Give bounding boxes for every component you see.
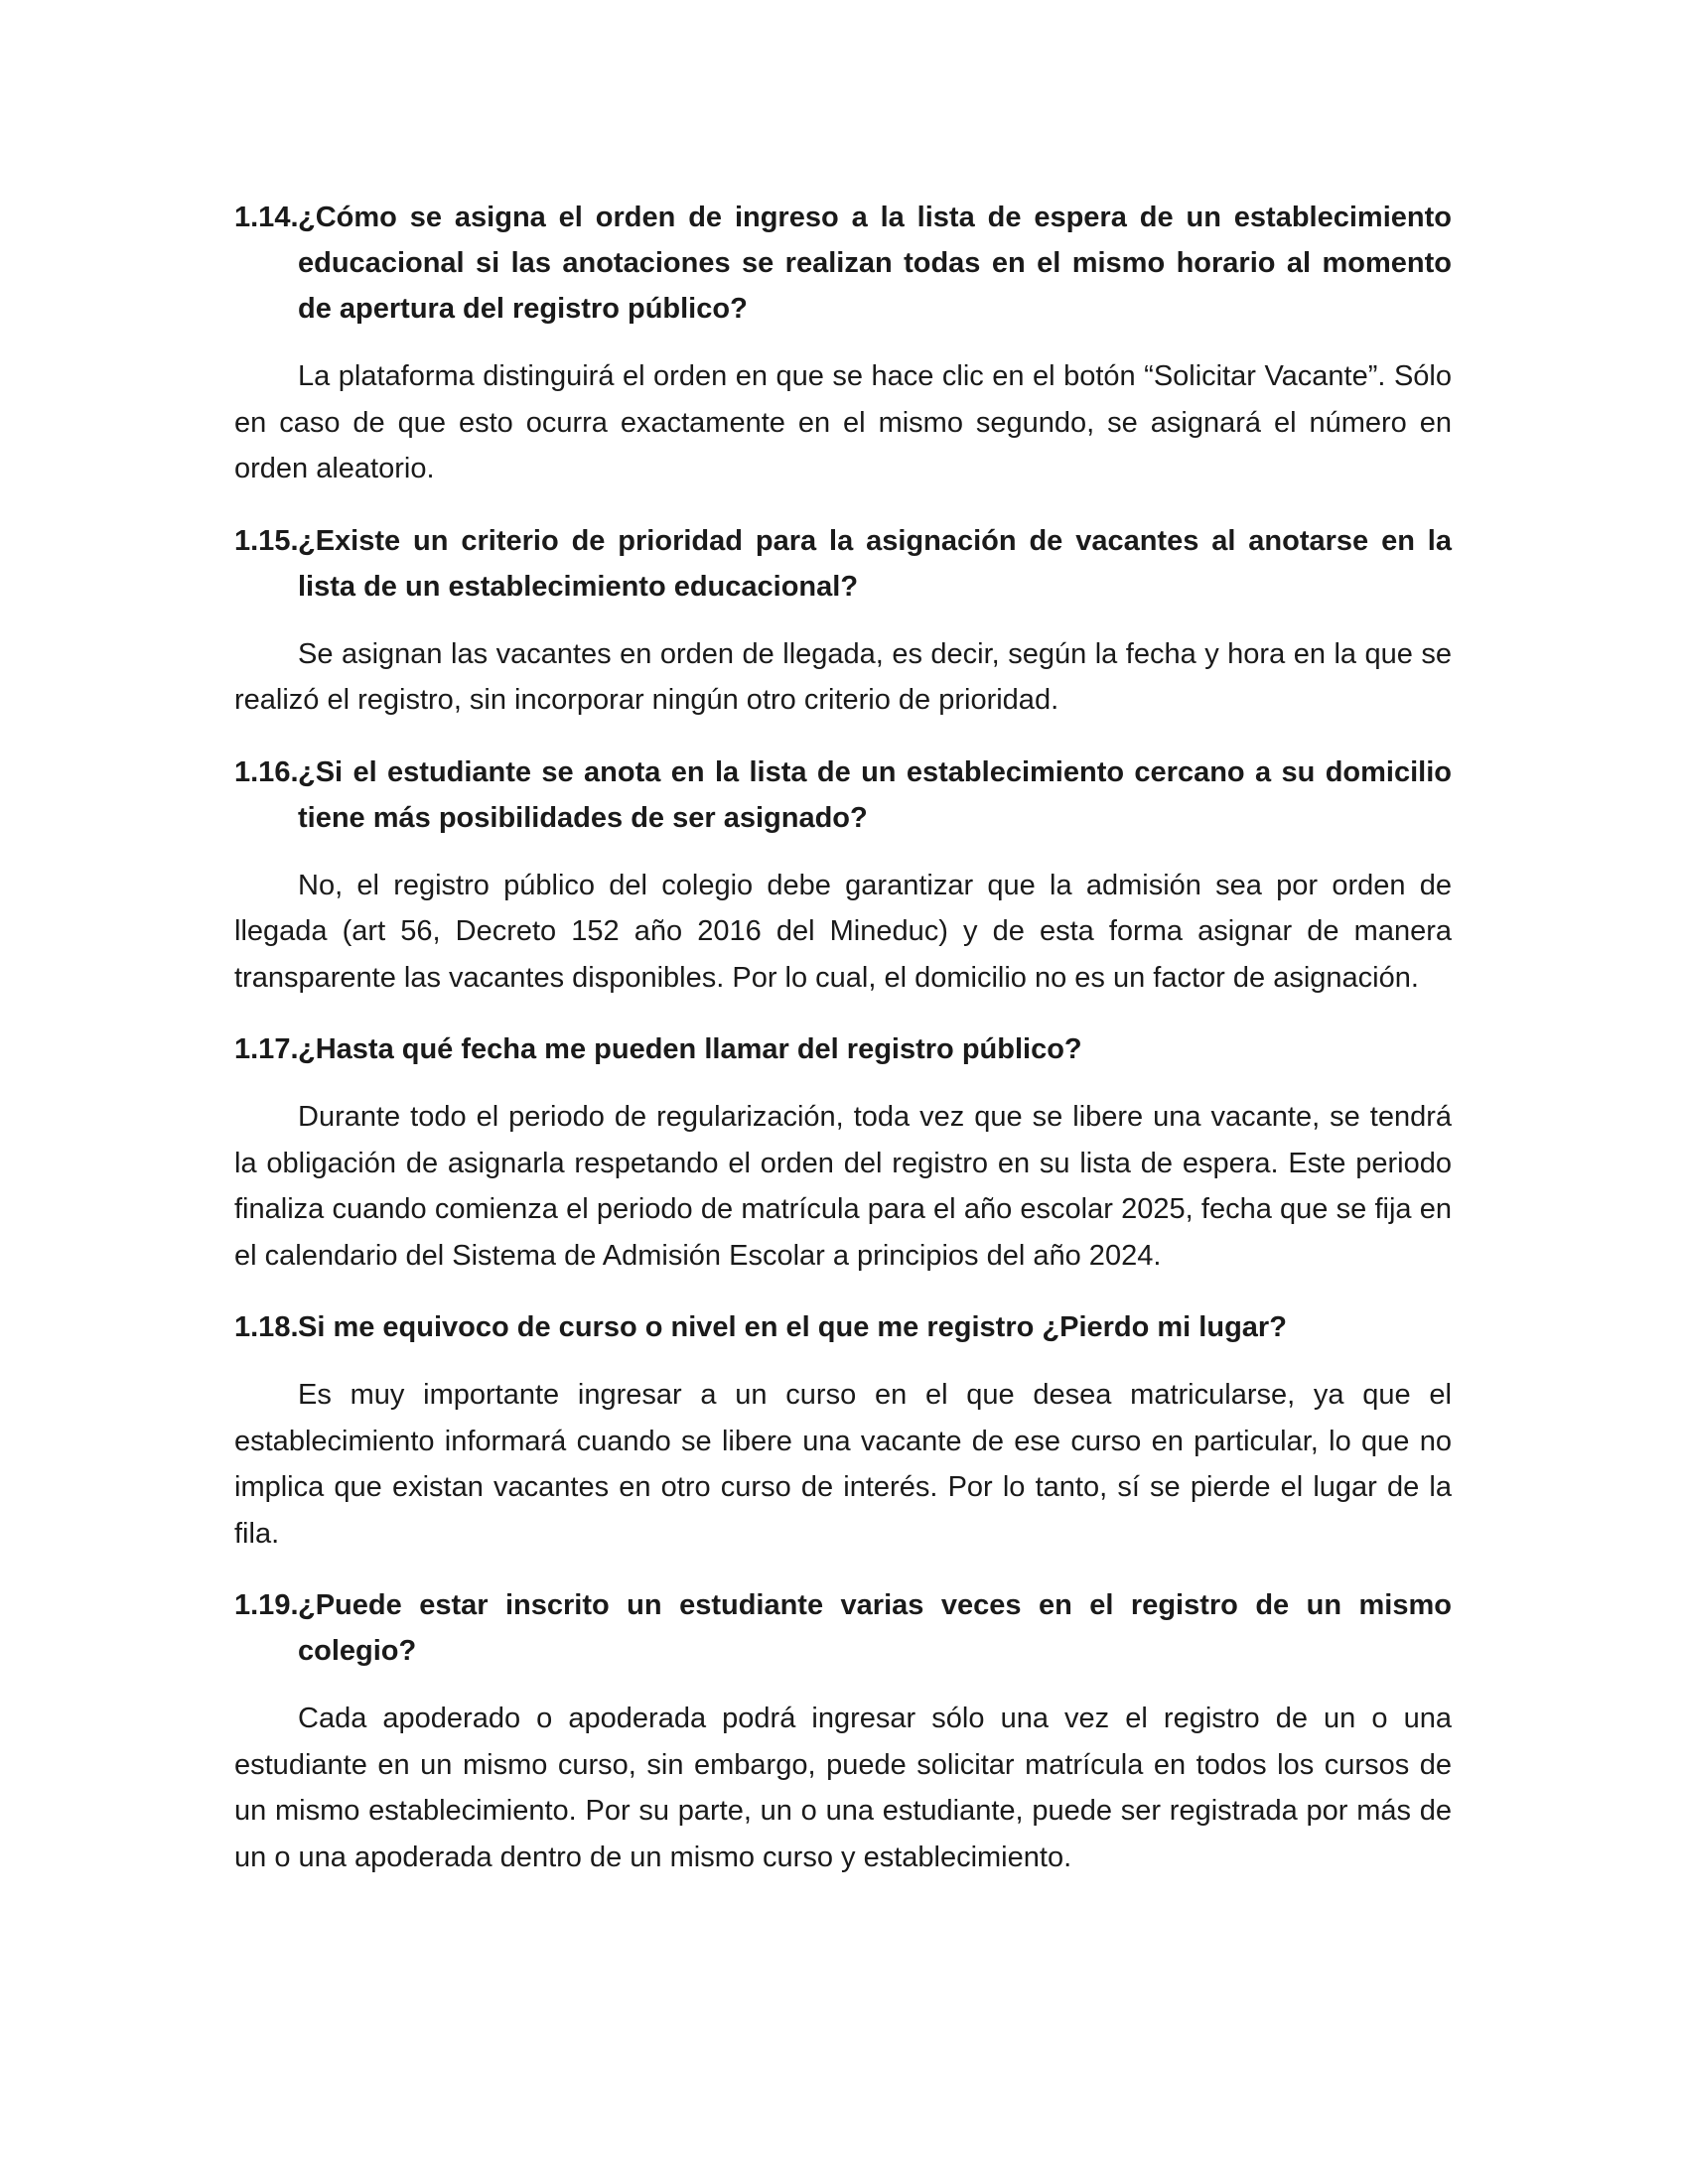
faq-item-1-15	[234, 518, 1452, 724]
faq-item-1-14	[234, 195, 1452, 492]
question-number: 1.14.	[234, 202, 299, 233]
faq-item-1-16	[234, 750, 1452, 1002]
question-number: 1.16.	[234, 755, 299, 788]
question-text: ¿Hasta qué fecha me pueden llamar del registro público?	[298, 1033, 1082, 1065]
question-heading	[234, 750, 1452, 841]
answer-paragraph: Es muy importante ingresar a un curso en el que desea matricularse, ya que el establecimiento informará cuando se libere una vacante de ese curso en particular, lo que no implica que existan vacantes en otro curso de interés. Por lo tanto, sí se pierde el lugar de la fila.	[234, 1379, 1452, 1550]
question-text: ¿Puede estar inscrito un estudiante varias veces en el registro de un mismo colegio?	[298, 1589, 1452, 1667]
answer-paragraph: Cada apoderado o apoderada podrá ingresar sólo una vez el registro de un o una estudiante en un mismo curso, sin embargo, puede solicitar matrícula en todos los cursos de un mismo establecimiento. Por su parte, un o una estudiante, puede ser registrada por más de un o una apoderada dentro de un mismo curso y establecimiento.	[234, 1703, 1452, 1873]
question-text: ¿Existe un criterio de prioridad para la asignación de vacantes al anotarse en la lista de un establecimiento educacional?	[298, 524, 1452, 603]
faq-item-1-18	[234, 1304, 1452, 1557]
answer-paragraph: Se asignan las vacantes en orden de llegada, es decir, según la fecha y hora en la que se realizó el registro, sin incorporar ningún otro criterio de prioridad.	[234, 637, 1452, 716]
question-number: 1.19.	[234, 1589, 299, 1621]
question-heading	[234, 1304, 1452, 1350]
faq-item-1-19	[234, 1582, 1452, 1880]
answer-paragraph: La plataforma distinguirá el orden en que se hace clic en el botón “Solicitar Vacante”. Sólo en caso de que esto ocurra exactamente en el mismo segundo, se asignará el número en orden aleatorio.	[234, 360, 1452, 484]
question-number: 1.15.	[234, 524, 299, 557]
question-heading	[234, 518, 1452, 610]
answer-paragraph: Durante todo el periodo de regularización, toda vez que se libere una vacante, se tendrá la obligación de asignarla respetando el orden del registro en su lista de espera. Este periodo finaliza cuando comienza el periodo de matrícula para el año escolar 2025, fecha que se fija en el calendario del Sistema de Admisión Escolar a principios del año 2024.	[234, 1101, 1452, 1272]
question-text: ¿Cómo se asigna el orden de ingreso a la lista de espera de un establecimiento educacional si las anotaciones se realizan todas en el mismo horario al momento de apertura del registro público?	[298, 202, 1452, 325]
question-heading	[234, 195, 1452, 332]
question-text: Si me equivoco de curso o nivel en el que me registro ¿Pierdo mi lugar?	[298, 1311, 1287, 1343]
question-text: ¿Si el estudiante se anota en la lista de un establecimiento cercano a su domicilio tiene más posibilidades de ser asignado?	[298, 755, 1452, 834]
document-page	[234, 195, 1452, 1906]
question-heading	[234, 1582, 1452, 1674]
answer-paragraph: No, el registro público del colegio debe garantizar que la admisión sea por orden de llegada (art 56, Decreto 152 año 2016 del Mineduc) y de esta forma asignar de manera transparente las vacantes disponibles. Por lo cual, el domicilio no es un factor de asignación.	[234, 869, 1452, 994]
question-number: 1.17.	[234, 1033, 299, 1065]
question-number: 1.18.	[234, 1311, 299, 1343]
faq-item-1-17	[234, 1026, 1452, 1279]
question-heading	[234, 1026, 1452, 1072]
